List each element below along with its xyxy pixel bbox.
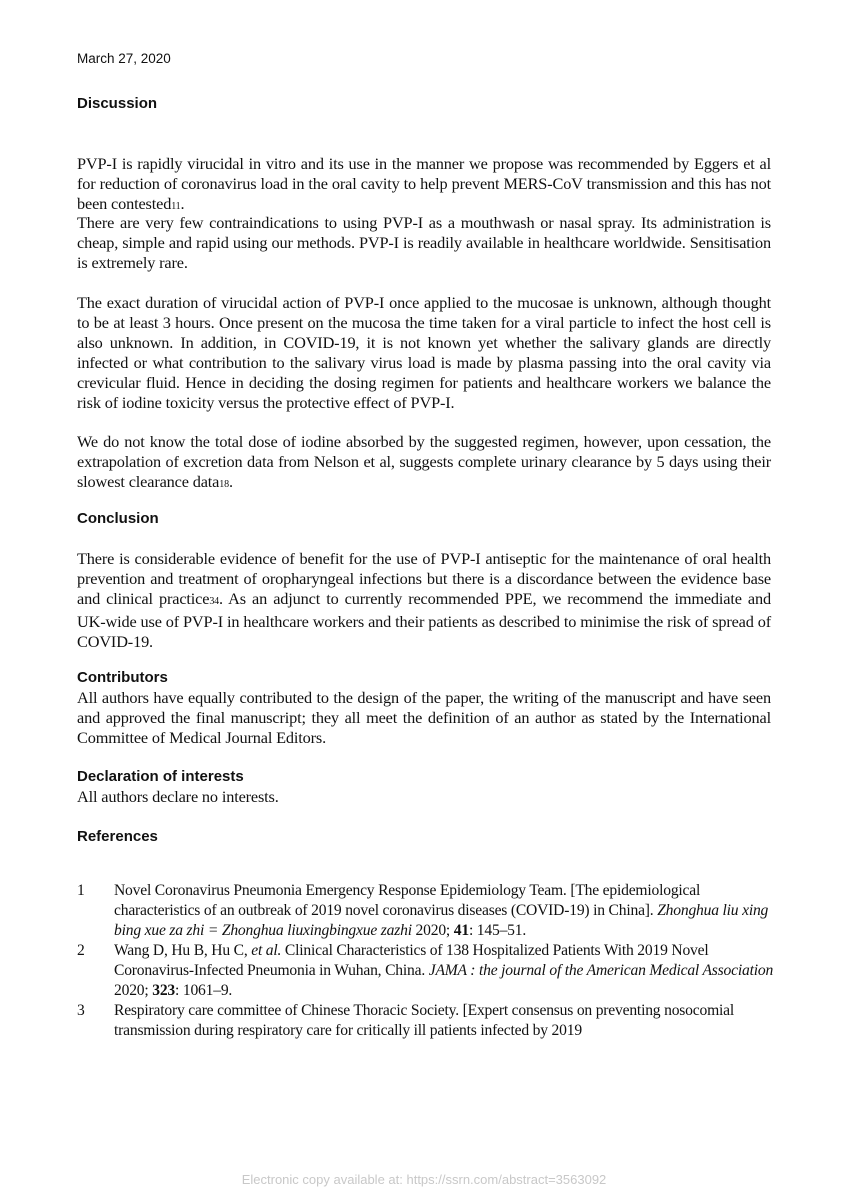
paragraph-text: There is considerable evidence of benefit for the use of PVP-I antiseptic for the maintenance of oral health prevention and treatment of oropharyngeal infections but there is a discordance between the evidence base and clinical practice [77,549,771,608]
discussion-heading: Discussion [77,95,158,112]
discussion-paragraph-1 [77,154,771,217]
citation-34: 34 [209,596,220,607]
paragraph-text: PVP-I is rapidly virucidal in vitro and its use in the manner we propose was recommended by Eggers et al for reduction of coronavirus load in the oral cavity to help prevent MERS-CoV transmission and this has not been contested [77,154,771,213]
reference-journal: JAMA : the journal of the American Medical Association [428,962,774,979]
contributors-paragraph: All authors have equally contributed to the design of the paper, the writing of the manuscript and have seen and approved the final manuscript; they all meet the definition of an author as stated by the International Committee of Medical Journal Editors. [77,688,771,747]
discussion-paragraph-4 [77,432,771,495]
reference-title: Novel Coronavirus Pneumonia Emergency Response Epidemiology Team. [The epidemiological characteristics of an outbreak of 2019 novel coronavirus diseases (COVID-19) in China]. [114,882,701,919]
reference-journal: Zhonghua liu xing bing xue za zhi = Zhonghua liuxingbingxue zazhi [114,902,769,939]
declaration-paragraph: All authors declare no interests. [77,787,279,806]
paragraph-text: . As an adjunct to currently recommended PPE, we recommend the immediate and UK-wide use of PVP-I in healthcare workers and their patients as described to minimise the risk of spread of COVID-19. [77,589,771,651]
reference-text [114,941,777,1001]
reference-volume: 41 [453,922,469,939]
reference-volume: 323 [152,982,176,999]
reference-authors: Wang D, Hu B, Hu C, [114,942,252,959]
contributors-heading: Contributors [77,669,168,686]
reference-etal: et al. [251,942,282,959]
discussion-paragraph-2: There are very few contraindications to using PVP-I as a mouthwash or nasal spray. Its administration is cheap, simple and rapid using our methods. PVP-I is readily available in healthcare worldwide. Sensitisation is extremely rare. [77,213,771,272]
reference-item-2 [77,941,777,1001]
reference-year: 2020; [411,922,454,939]
conclusion-heading: Conclusion [77,510,159,527]
declaration-heading: Declaration of interests [77,768,244,785]
reference-item-1 [77,881,777,941]
reference-number: 3 [77,1002,85,1019]
reference-pages: : 145–51. [468,922,527,939]
reference-text [114,1001,777,1041]
conclusion-paragraph [77,549,771,652]
citation-18: 18 [219,479,229,490]
reference-text [114,881,777,941]
references-heading: References [77,828,158,845]
document-date: March 27, 2020 [77,51,171,66]
reference-year: 2020; [114,982,153,999]
ssrn-footer-link[interactable]: Electronic copy available at: https://ssrn.com/abstract=3563092 [241,1172,607,1187]
paragraph-tail: . [180,194,185,213]
reference-title: Clinical Characteristics of 138 Hospitalized Patients With 2019 Novel Coronavirus-Infected Pneumonia in Wuhan, China. [114,942,709,979]
discussion-paragraph-3: The exact duration of virucidal action of PVP-I once applied to the mucosae is unknown, although thought to be at least 3 hours. Once present on the mucosa the time taken for a viral particle to infect the host cell is also unknown. In addition, in COVID-19, it is not known yet whether the salivary glands are directly infected or what contribution to the salivary virus load is made by plasma passing into the oral cavity via crevicular fluid. Hence in deciding the dosing regimen for patients and healthcare workers we balance the risk of iodine toxicity versus the protective effect of PVP-I. [77,293,771,412]
paragraph-tail: . [228,472,233,491]
references-list [77,881,777,1041]
reference-number: 1 [77,882,85,899]
citation-11: 11 [171,201,181,212]
reference-item-3 [77,1001,777,1041]
reference-pages: : 1061–9. [175,982,233,999]
reference-title: Respiratory care committee of Chinese Thoracic Society. [Expert consensus on preventing nosocomial transmission during respiratory care for critically ill patients infected by 2019 [114,1002,734,1039]
reference-number: 2 [77,942,85,959]
paragraph-text: We do not know the total dose of iodine absorbed by the suggested regimen, however, upon cessation, the extrapolation of excretion data from Nelson et al, suggests complete urinary clearance by 5 days using their slowest clearance data [77,432,771,491]
